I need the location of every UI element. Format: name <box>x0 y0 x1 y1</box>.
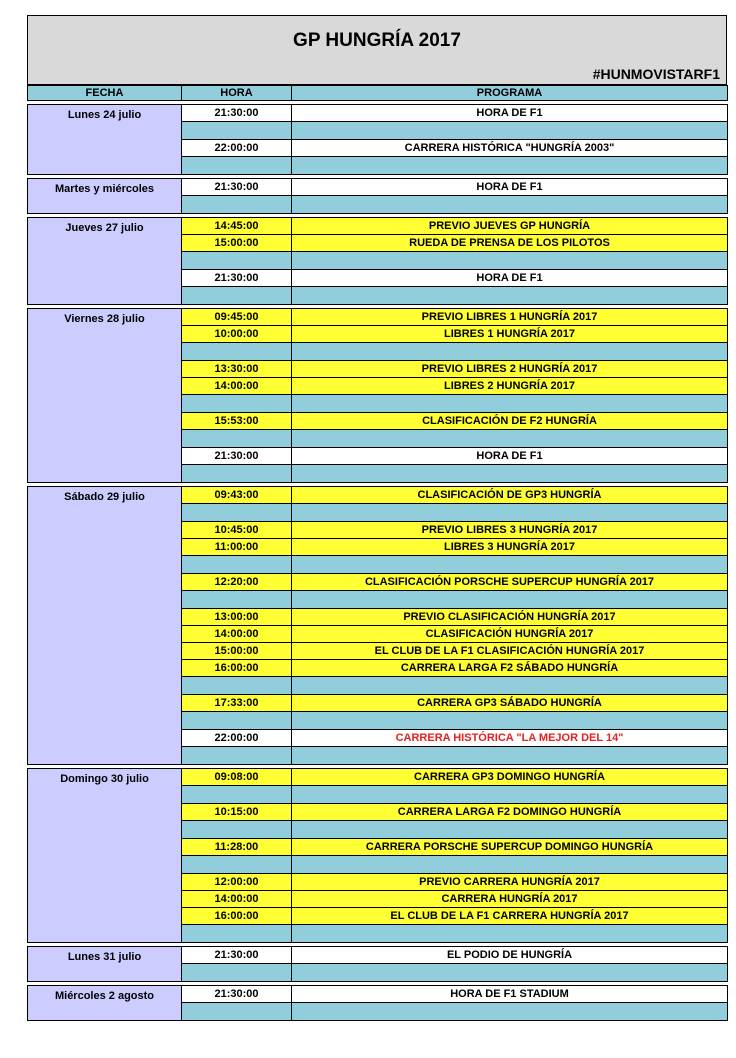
table-row <box>28 986 728 1003</box>
time-cell: 15:00:00 <box>182 235 292 252</box>
time-cell: 10:00:00 <box>182 326 292 343</box>
program-cell: CARRERA GP3 DOMINGO HUNGRÍA <box>292 769 728 786</box>
empty-cell <box>182 122 292 140</box>
time-cell: 21:30:00 <box>182 947 292 964</box>
empty-cell <box>182 712 292 730</box>
empty-cell <box>292 1003 728 1021</box>
empty-cell <box>292 821 728 839</box>
day-label: Domingo 30 julio <box>28 769 182 943</box>
empty-cell <box>292 677 728 695</box>
page-title: GP HUNGRÍA 2017 <box>293 30 461 51</box>
table-row <box>28 487 728 504</box>
empty-cell <box>182 964 292 982</box>
time-cell: 22:00:00 <box>182 730 292 747</box>
empty-cell <box>292 504 728 522</box>
schedule-table <box>27 85 728 1021</box>
time-cell: 15:00:00 <box>182 643 292 660</box>
empty-cell <box>182 395 292 413</box>
program-cell: EL PODIO DE HUNGRÍA <box>292 947 728 964</box>
time-cell: 22:00:00 <box>182 140 292 157</box>
program-cell: CARRERA PORSCHE SUPERCUP DOMINGO HUNGRÍA <box>292 839 728 856</box>
time-cell: 21:30:00 <box>182 270 292 287</box>
empty-cell <box>182 1003 292 1021</box>
column-header-programa: PROGRAMA <box>292 86 728 101</box>
program-cell: CARRERA LARGA F2 SÁBADO HUNGRÍA <box>292 660 728 677</box>
empty-cell <box>292 556 728 574</box>
empty-cell <box>182 747 292 765</box>
empty-cell <box>292 591 728 609</box>
schedule-sheet <box>27 15 727 1021</box>
empty-cell <box>292 747 728 765</box>
column-header-fecha: FECHA <box>28 86 182 101</box>
time-cell: 14:00:00 <box>182 378 292 395</box>
time-cell: 12:20:00 <box>182 574 292 591</box>
empty-cell <box>182 287 292 305</box>
program-cell: HORA DE F1 <box>292 105 728 122</box>
empty-cell <box>182 821 292 839</box>
empty-cell <box>292 964 728 982</box>
empty-cell <box>182 196 292 214</box>
table-row <box>28 105 728 122</box>
program-cell: LIBRES 2 HUNGRÍA 2017 <box>292 378 728 395</box>
time-cell: 21:30:00 <box>182 448 292 465</box>
program-cell: CARRERA HISTÓRICA "LA MEJOR DEL 14" <box>292 730 728 747</box>
program-cell: PREVIO CLASIFICACIÓN HUNGRÍA 2017 <box>292 609 728 626</box>
empty-cell <box>292 196 728 214</box>
time-cell: 21:30:00 <box>182 986 292 1003</box>
day-label: Lunes 31 julio <box>28 947 182 982</box>
empty-cell <box>182 856 292 874</box>
program-cell: CARRERA HUNGRÍA 2017 <box>292 891 728 908</box>
empty-cell <box>292 157 728 175</box>
time-cell: 11:00:00 <box>182 539 292 556</box>
program-cell: RUEDA DE PRENSA DE LOS PILOTOS <box>292 235 728 252</box>
empty-cell <box>182 343 292 361</box>
table-row <box>28 309 728 326</box>
empty-cell <box>292 343 728 361</box>
program-cell: CLASIFICACIÓN HUNGRÍA 2017 <box>292 626 728 643</box>
program-cell: HORA DE F1 <box>292 270 728 287</box>
time-cell: 10:45:00 <box>182 522 292 539</box>
time-cell: 11:28:00 <box>182 839 292 856</box>
hashtag: #HUNMOVISTARF1 <box>592 66 720 82</box>
program-cell: HORA DE F1 <box>292 448 728 465</box>
empty-cell <box>182 157 292 175</box>
time-cell: 16:00:00 <box>182 908 292 925</box>
time-cell: 21:30:00 <box>182 179 292 196</box>
empty-cell <box>182 925 292 943</box>
program-cell: LIBRES 1 HUNGRÍA 2017 <box>292 326 728 343</box>
empty-cell <box>182 504 292 522</box>
empty-cell <box>292 395 728 413</box>
empty-cell <box>292 786 728 804</box>
day-label: Jueves 27 julio <box>28 218 182 305</box>
time-cell: 12:00:00 <box>182 874 292 891</box>
table-row <box>28 769 728 786</box>
program-cell: CLASIFICACIÓN DE F2 HUNGRÍA <box>292 413 728 430</box>
empty-cell <box>182 591 292 609</box>
program-cell: CARRERA HISTÓRICA "HUNGRÍA 2003" <box>292 140 728 157</box>
time-cell: 09:08:00 <box>182 769 292 786</box>
empty-cell <box>292 925 728 943</box>
program-cell: HORA DE F1 STADIUM <box>292 986 728 1003</box>
time-cell: 09:45:00 <box>182 309 292 326</box>
time-cell: 16:00:00 <box>182 660 292 677</box>
day-label: Miércoles 2 agosto <box>28 986 182 1021</box>
program-cell: PREVIO JUEVES GP HUNGRÍA <box>292 218 728 235</box>
program-cell: PREVIO LIBRES 3 HUNGRÍA 2017 <box>292 522 728 539</box>
program-cell: CARRERA LARGA F2 DOMINGO HUNGRÍA <box>292 804 728 821</box>
empty-cell <box>182 465 292 483</box>
sheet-header <box>27 15 727 85</box>
empty-cell <box>182 786 292 804</box>
program-cell: HORA DE F1 <box>292 179 728 196</box>
empty-cell <box>292 712 728 730</box>
empty-cell <box>182 556 292 574</box>
time-cell: 13:00:00 <box>182 609 292 626</box>
program-cell: PREVIO CARRERA HUNGRÍA 2017 <box>292 874 728 891</box>
empty-cell <box>292 252 728 270</box>
empty-cell <box>292 465 728 483</box>
time-cell: 17:33:00 <box>182 695 292 712</box>
time-cell: 13:30:00 <box>182 361 292 378</box>
time-cell: 14:45:00 <box>182 218 292 235</box>
table-row <box>28 947 728 964</box>
program-cell: PREVIO LIBRES 2 HUNGRÍA 2017 <box>292 361 728 378</box>
time-cell: 14:00:00 <box>182 891 292 908</box>
empty-cell <box>292 430 728 448</box>
day-label: Martes y miércoles <box>28 179 182 214</box>
empty-cell <box>182 252 292 270</box>
program-cell: LIBRES 3 HUNGRÍA 2017 <box>292 539 728 556</box>
time-cell: 21:30:00 <box>182 105 292 122</box>
table-row <box>28 218 728 235</box>
column-header-row <box>28 86 728 101</box>
program-cell: EL CLUB DE LA F1 CARRERA HUNGRÍA 2017 <box>292 908 728 925</box>
program-cell: PREVIO LIBRES 1 HUNGRÍA 2017 <box>292 309 728 326</box>
program-cell: EL CLUB DE LA F1 CLASIFICACIÓN HUNGRÍA 2017 <box>292 643 728 660</box>
program-cell: CLASIFICACIÓN DE GP3 HUNGRÍA <box>292 487 728 504</box>
program-cell: CARRERA GP3 SÁBADO HUNGRÍA <box>292 695 728 712</box>
empty-cell <box>182 677 292 695</box>
day-label: Viernes 28 julio <box>28 309 182 483</box>
day-label: Sábado 29 julio <box>28 487 182 765</box>
time-cell: 15:53:00 <box>182 413 292 430</box>
empty-cell <box>292 287 728 305</box>
time-cell: 09:43:00 <box>182 487 292 504</box>
empty-cell <box>292 856 728 874</box>
empty-cell <box>292 122 728 140</box>
day-label: Lunes 24 julio <box>28 105 182 175</box>
empty-cell <box>182 430 292 448</box>
program-cell: CLASIFICACIÓN PORSCHE SUPERCUP HUNGRÍA 2017 <box>292 574 728 591</box>
table-row <box>28 179 728 196</box>
time-cell: 10:15:00 <box>182 804 292 821</box>
column-header-hora: HORA <box>182 86 292 101</box>
time-cell: 14:00:00 <box>182 626 292 643</box>
